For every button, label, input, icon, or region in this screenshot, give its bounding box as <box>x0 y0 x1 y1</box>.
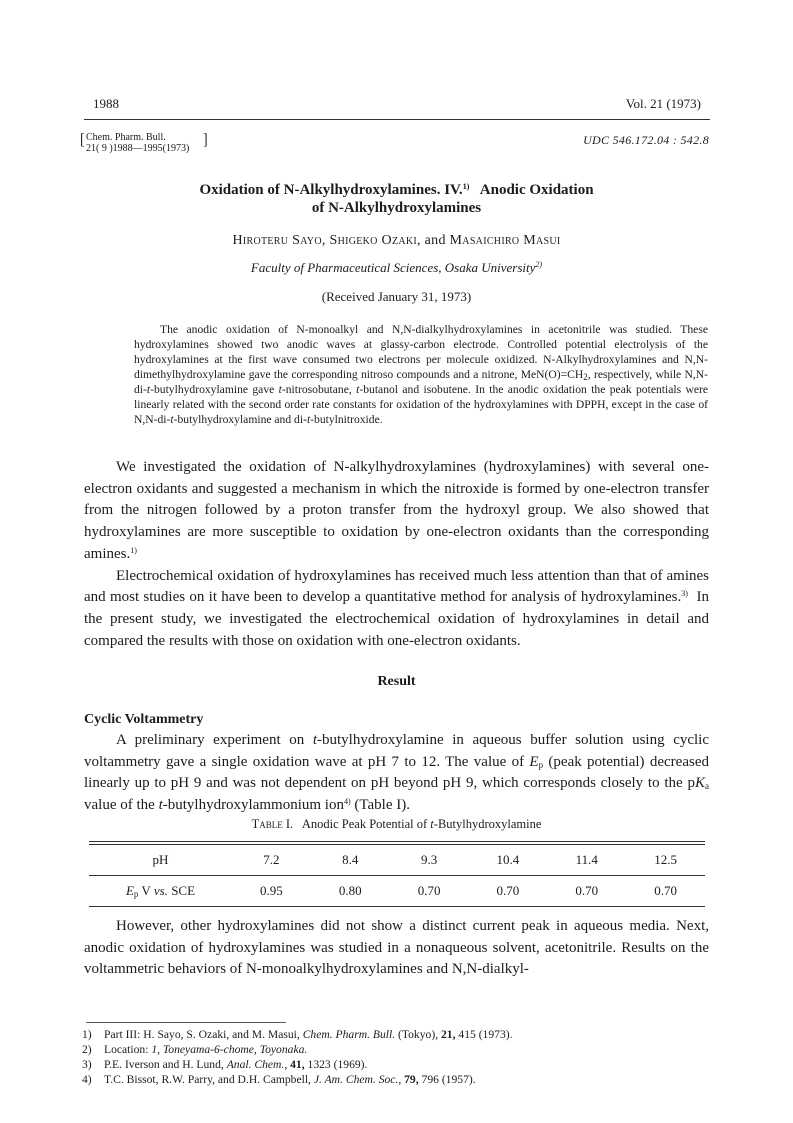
author-list: Hiroteru Sayo, Shigeko Ozaki, and Masaichiro Masui <box>232 233 561 248</box>
footnote-1: 1) Part III: H. Sayo, S. Ozaki, and M. Masui, Chem. Pharm. Bull. (Tokyo), 21, 415 (1973). <box>82 1028 513 1041</box>
citation-line-2: 21( 9 )1988—1995(1973) <box>86 143 190 154</box>
post-table-paragraph: However, other hydroxylamines did not show a distinct current peak in aqueous media. Next, anodic oxidation of hydroxylamines was studied in a nonaqueous solvent, acetonitrile. Results on the voltammetric behaviors of N-monoalkylhydroxylamines and N,N-dialkyl- <box>84 918 709 978</box>
header-rule <box>84 119 710 120</box>
table-cell: 12.5 <box>654 852 677 867</box>
affiliation: Faculty of Pharmaceutical Sciences, Osaka University$^{2)}$ <box>250 260 543 275</box>
page-number: 1988 <box>93 96 119 111</box>
title-line-2: of N-Alkylhydroxylamines <box>311 200 482 216</box>
table-row-ph <box>89 845 705 876</box>
received-date: (Received January 31, 1973) <box>321 289 472 304</box>
table-cell: 0.70 <box>654 883 677 898</box>
table-cell: 8.4 <box>342 852 359 867</box>
table-cell: 0.70 <box>496 883 520 898</box>
udc-code: UDC 546.172.04 : 542.8 <box>583 133 709 147</box>
introduction <box>84 457 713 652</box>
table-cell: 0.70 <box>575 883 599 898</box>
intro-paragraph-1: We investigated the oxidation of N-alkylhydroxylamines (hydroxylamines) with several one-electron oxidants and suggested a mechanism in which the nitroxide is formed by one-electron transfer from the nitrogen followed by a proton transfer from the hydroxyl group. We also showed that hydroxylamines are more susceptible to oxidation by one-electron oxidants than the corresponding amines.$^{1)}$ <box>84 459 709 562</box>
table-bottom-rule <box>89 906 705 907</box>
peak-potential-table <box>89 841 705 907</box>
table-cell: 10.4 <box>496 852 520 867</box>
table-caption: Table I. Anodic Peak Potential of t-Butylhydroxylamine <box>251 817 542 831</box>
footnote-2: 2) Location: 1, Toneyama-6-chome, Toyonaka. <box>82 1043 308 1056</box>
volume-info: Vol. 21 (1973) <box>625 96 701 111</box>
table-top-rule <box>89 841 705 842</box>
table-cell: 7.2 <box>263 852 280 867</box>
cyclic-voltammetry-heading: Cyclic Voltammetry <box>84 712 204 727</box>
row-label-ph: pH <box>152 852 169 867</box>
footnote-rule <box>86 1022 286 1023</box>
table-cell: 9.3 <box>420 852 438 867</box>
footnote-4: 4) T.C. Bissot, R.W. Parry, and D.H. Campbell, J. Am. Chem. Soc., 79, 796 (1957). <box>82 1073 476 1086</box>
article-title <box>0 181 793 217</box>
table-cell: 11.4 <box>575 852 598 867</box>
table-cell: 0.70 <box>417 883 441 898</box>
citation-right-bracket: ] <box>203 132 208 149</box>
intro-paragraph-2: Electrochemical oxidation of hydroxylamines has received much less attention than that of amines and most studies on it have been to develop a quantitative method for analysis of hydroxylamines.$^{3)}$ In the present study, we investigated the electrochemical oxidation of hydroxylamines in detail and compared the results with those on oxidation with one-electron oxidants. <box>84 567 713 649</box>
footnote-3: 3) P.E. Iverson and H. Lund, Anal. Chem., 41, 1323 (1969). <box>82 1058 368 1071</box>
table-row-ep <box>89 876 705 907</box>
cyclic-voltammetry-text: A preliminary experiment on t-butylhydroxylamine in aqueous buffer solution using cyclic voltammetry gave a single oxidation wave at pH 7 to 12. The value of $E_p$ (peak potential) decreased linearly up to pH 9 and was not dependent on pH beyond pH 9, which corresponds closely to the $pK_a$ value of the t-butylhydroxylammonium ion$^{4)}$ (Table I). <box>84 732 709 814</box>
journal-citation <box>80 132 208 154</box>
citation-line-1: Chem. Pharm. Bull. <box>86 132 166 143</box>
page-header <box>93 96 701 116</box>
table-cell: 0.95 <box>260 883 283 898</box>
abstract: The anodic oxidation of N-monoalkyl and N,N-dialkylhydroxylamines in acetonitrile was studied. These hydroxylamines showed two anodic waves at glassy-carbon electrode. Controlled potential electrolysis of the hydroxylamines at the first wave consumed two electrons per molecule oxidized. N-Alkylhydroxylamines and N,N-dimethylhydroxylamine gave the corresponding nitroso compounds and a nitrone, $MeN(O)=CH_2$, respectively, while N,N-di-t-butylhydroxylamine gave t-nitrosobutane, t-butanol and isobutene. In the anodic oxidation the peak potentials were linearly related with the second order rate constants for oxidation of the hydroxylamines with DPPH, except in the case of N,N-di-t-butylhydroxylamine and di-t-butylnitroxide. <box>134 323 708 426</box>
table-cell: 0.80 <box>338 883 362 898</box>
title-line-1: Oxidation of N-Alkylhydroxylamines. IV.$^{1)}$ Anodic Oxidation <box>199 182 594 198</box>
row-label-ep: $E_p$ V vs. SCE <box>125 883 196 899</box>
citation-left-bracket: [ <box>80 132 85 149</box>
result-heading: Result <box>377 674 416 689</box>
footnotes <box>82 1027 712 1087</box>
